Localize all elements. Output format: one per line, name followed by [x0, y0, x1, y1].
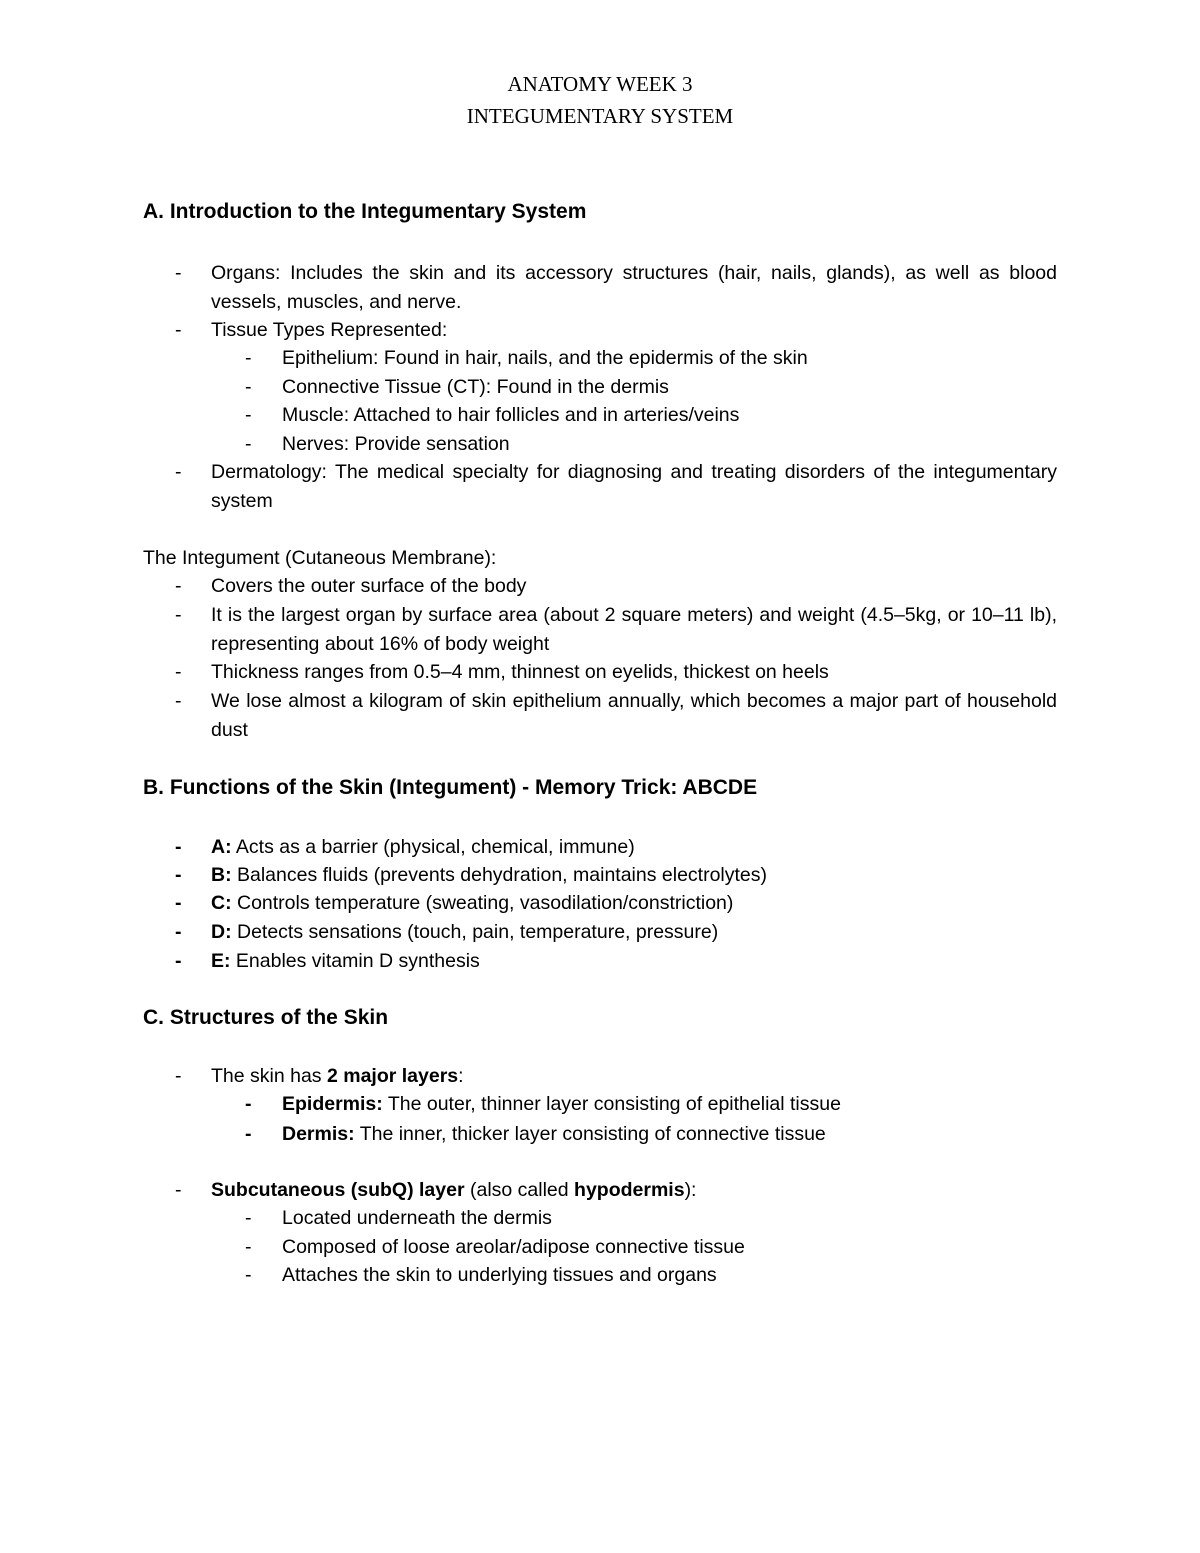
function-item: [211, 918, 718, 947]
function-item: [211, 833, 635, 862]
section-b-heading: B. Functions of the Skin (Integument) - Memory Trick: ABCDE: [143, 776, 758, 799]
layers-intro-bold: 2 major layers: [326, 1065, 459, 1087]
subq-post: ):: [684, 1179, 697, 1201]
subq-intro: [211, 1176, 696, 1205]
subq-item: Composed of loose areolar/adipose connective tissue: [282, 1236, 745, 1258]
integument-item: Thickness ranges from 0.5–4 mm, thinnest on eyelids, thickest on heels: [211, 661, 829, 683]
function-text: Acts as a barrier (physical, chemical, immune): [231, 836, 635, 858]
function-item: [211, 861, 767, 890]
function-item: [211, 947, 480, 976]
bullet-dash: -: [175, 262, 182, 284]
integument-item: We lose almost a kilogram of skin epithelium annually, which becomes a major part of household dust: [211, 690, 1057, 741]
integument-item: It is the largest organ by surface area (about 2 square meters) and weight (4.5–5kg, or 10–11 lb), representing about 16% of body weight: [211, 604, 1057, 655]
bullet-dash: -: [245, 376, 252, 398]
layer-text: The inner, thicker layer consisting of connective tissue: [354, 1123, 826, 1145]
integument-item: Covers the outer surface of the body: [211, 575, 527, 597]
bullet-dash: -: [245, 1093, 252, 1115]
tissue-types-item: Tissue Types Represented:: [211, 319, 448, 341]
tissue-connective: Connective Tissue (CT): Found in the dermis: [282, 376, 669, 398]
bullet-dash: -: [245, 1236, 252, 1258]
layer-item: [282, 1120, 826, 1149]
bullet-dash: -: [175, 604, 182, 626]
tissue-muscle: Muscle: Attached to hair follicles and in arteries/veins: [282, 404, 740, 426]
bullet-dash: -: [245, 433, 252, 455]
function-text: Detects sensations (touch, pain, temperature, pressure): [231, 921, 719, 943]
bullet-dash: -: [175, 1065, 182, 1087]
subq-bold: Subcutaneous (subQ) layer: [211, 1179, 465, 1201]
function-text: Controls temperature (sweating, vasodilation/constriction): [231, 892, 734, 914]
function-text: Enables vitamin D synthesis: [230, 950, 480, 972]
layers-intro-pre: The skin has: [211, 1065, 327, 1087]
layer-key: Dermis:: [282, 1123, 355, 1145]
bullet-dash: -: [175, 892, 182, 914]
bullet-dash: -: [175, 950, 182, 972]
bullet-dash: -: [245, 1264, 252, 1286]
bullet-dash: -: [245, 1123, 252, 1145]
integument-heading: The Integument (Cutaneous Membrane):: [143, 547, 497, 569]
function-text: Balances fluids (prevents dehydration, maintains electrolytes): [231, 864, 768, 886]
document-subtitle: INTEGUMENTARY SYSTEM: [466, 104, 734, 128]
document-title: ANATOMY WEEK 3: [507, 72, 693, 96]
organs-item: Organs: Includes the skin and its accessory structures (hair, nails, glands), as well as blood vessels, muscles, and nerve.: [211, 262, 1057, 313]
tissue-epithelium: Epithelium: Found in hair, nails, and the epidermis of the skin: [282, 347, 808, 369]
layers-intro: [211, 1062, 464, 1091]
bullet-dash: -: [175, 836, 182, 858]
section-c-heading: C. Structures of the Skin: [143, 1006, 389, 1029]
bullet-dash: -: [245, 347, 252, 369]
bullet-dash: -: [245, 1207, 252, 1229]
tissue-nerves: Nerves: Provide sensation: [282, 433, 510, 455]
hypodermis-bold: hypodermis: [574, 1179, 685, 1201]
bullet-dash: -: [175, 575, 182, 597]
bullet-dash: -: [175, 921, 182, 943]
bullet-dash: -: [175, 319, 182, 341]
function-key: D:: [211, 921, 232, 943]
function-key: A:: [211, 836, 232, 858]
subq-item: Located underneath the dermis: [282, 1207, 552, 1229]
bullet-dash: -: [175, 461, 182, 483]
bullet-dash: -: [245, 404, 252, 426]
bullet-dash: -: [175, 690, 182, 712]
function-key: B:: [211, 864, 232, 886]
dermatology-item: Dermatology: The medical specialty for diagnosing and treating disorders of the integumentary system: [211, 461, 1057, 512]
subq-item: Attaches the skin to underlying tissues and organs: [282, 1264, 717, 1286]
section-a-heading: A. Introduction to the Integumentary System: [143, 200, 587, 223]
function-key: E:: [211, 950, 231, 972]
layer-key: Epidermis:: [282, 1093, 383, 1115]
bullet-dash: -: [175, 661, 182, 683]
bullet-dash: -: [175, 1179, 182, 1201]
function-key: C:: [211, 892, 232, 914]
layer-text: The outer, thinner layer consisting of epithelial tissue: [382, 1093, 841, 1115]
bullet-dash: -: [175, 864, 182, 886]
layer-item: [282, 1090, 841, 1119]
layers-intro-post: :: [458, 1065, 464, 1087]
function-item: [211, 889, 733, 918]
subq-mid: (also called: [464, 1179, 575, 1201]
